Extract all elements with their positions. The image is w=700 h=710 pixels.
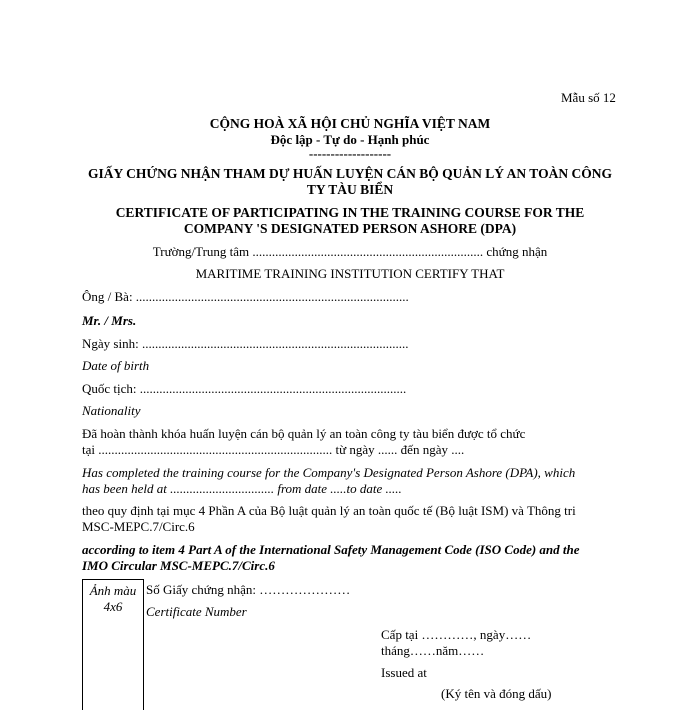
name-field: Ông / Bà: ....................................................................................	[82, 289, 409, 304]
country-name: CỘNG HOÀ XÃ HỘI CHỦ NGHĨA VIỆT NAM	[209, 116, 491, 131]
signature-note: (Ký tên và đóng dấu)	[441, 686, 552, 701]
completion-en-line2: has been held at ................................ from date .....to date .....	[82, 481, 402, 496]
form-number: Mẫu số 12	[561, 90, 616, 105]
nationality-field: Quốc tịch: ..................................................................................	[82, 381, 407, 396]
nationality-field-en: Nationality	[82, 403, 141, 418]
institution-vi: Trường/Trung tâm ....................................................................... chứng nhận	[152, 244, 548, 259]
regulation-en-line2: IMO Circular MSC-MEPC.7/Circ.6	[82, 558, 275, 573]
dob-field: Ngày sinh: ..................................................................................	[82, 336, 409, 351]
issued-month-year: tháng……năm……	[381, 643, 485, 658]
header-divider: -------------------	[308, 146, 392, 161]
issued-at-en: Issued at	[381, 665, 427, 680]
certificate-number-en: Certificate Number	[146, 604, 247, 619]
national-motto: Độc lập - Tự do - Hạnh phúc	[270, 132, 430, 147]
regulation-vi-line1: theo quy định tại mục 4 Phần A của Bộ luật quản lý an toàn quốc tế (Bộ luật ISM) và Thông tri	[82, 503, 576, 518]
certificate-number: Số Giấy chứng nhận: …………………	[146, 582, 351, 597]
regulation-vi-line2: MSC-MEPC.7/Circ.6	[82, 519, 195, 534]
name-field-en: Mr. / Mrs.	[82, 313, 137, 328]
institution-en: MARITIME TRAINING INSTITUTION CERTIFY THAT	[195, 266, 505, 281]
title-vi-line2: TY TÀU BIỂN	[306, 182, 394, 197]
regulation-en-line1: according to item 4 Part A of the International Safety Management Code (ISO Code) and the	[82, 542, 580, 557]
title-en-line2: COMPANY 'S DESIGNATED PERSON ASHORE (DPA)	[183, 221, 517, 236]
title-vi-line1: GIẤY CHỨNG NHẬN THAM DỰ HUẤN LUYỆN CÁN BỘ QUẢN LÝ AN TOÀN CÔNG	[88, 166, 612, 181]
issued-place-date: Cấp tại …………, ngày……	[381, 627, 532, 642]
completion-vi-line1: Đã hoàn thành khóa huấn luyện cán bộ quản lý an toàn công ty tàu biển được tổ chức	[82, 426, 526, 441]
completion-vi-line2: tại ........................................................................ từ ngày ...... đến ngày ....	[82, 442, 465, 457]
completion-en-line1: Has completed the training course for the Company's Designated Person Ashore (DPA), which	[82, 465, 576, 480]
photo-label-line1: Ảnh màu	[89, 583, 137, 598]
dob-field-en: Date of birth	[82, 358, 150, 373]
photo-label-line2: 4x6	[103, 599, 123, 614]
photo-placeholder	[82, 579, 144, 710]
title-en-line1: CERTIFICATE OF PARTICIPATING IN THE TRAINING COURSE FOR THE	[115, 205, 585, 220]
